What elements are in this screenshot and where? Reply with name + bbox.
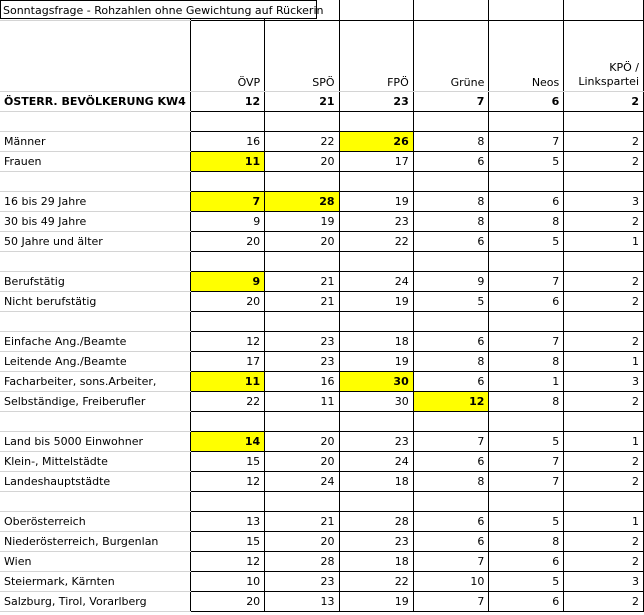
value-cell[interactable]: 28 <box>265 551 339 571</box>
table-row <box>0 231 644 251</box>
value-cell[interactable]: 20 <box>265 431 339 451</box>
value-cell[interactable]: 6 <box>489 191 564 211</box>
empty-cell[interactable] <box>564 311 644 331</box>
table-row <box>0 431 644 451</box>
total-value[interactable]: 12 <box>190 91 264 111</box>
value-cell[interactable]: 9 <box>413 271 489 291</box>
value-cell[interactable]: 11 <box>190 151 264 171</box>
table-row <box>0 391 644 411</box>
value-cell[interactable]: 21 <box>265 291 339 311</box>
table-row <box>0 371 644 391</box>
value-cell[interactable]: 24 <box>265 471 339 491</box>
value-cell[interactable]: 23 <box>339 431 413 451</box>
empty-cell[interactable] <box>265 411 339 431</box>
empty-cell[interactable] <box>413 491 489 511</box>
value-cell[interactable]: 11 <box>190 371 264 391</box>
empty-cell[interactable] <box>413 411 489 431</box>
row-label[interactable]: Selbständige, Freiberufler <box>0 391 190 411</box>
value-cell[interactable]: 6 <box>413 371 489 391</box>
value-cell[interactable]: 20 <box>190 591 264 611</box>
sheet-title[interactable]: Sonntagsfrage - Rohzahlen ohne Gewichtung auf Rückerin <box>0 0 317 19</box>
empty-cell[interactable] <box>0 411 190 431</box>
value-cell[interactable]: 5 <box>413 291 489 311</box>
row-label[interactable]: Landeshauptstädte <box>0 471 190 491</box>
value-cell[interactable]: 8 <box>413 471 489 491</box>
empty-cell[interactable] <box>265 171 339 191</box>
value-cell[interactable]: 2 <box>564 151 644 171</box>
row-label[interactable]: Salzburg, Tirol, Vorarlberg <box>0 591 190 611</box>
value-cell[interactable]: 30 <box>339 391 413 411</box>
row-label[interactable]: Klein-, Mittelstädte <box>0 451 190 471</box>
row-label[interactable]: Leitende Ang./Beamte <box>0 351 190 371</box>
value-cell[interactable]: 18 <box>339 331 413 351</box>
empty-cell[interactable] <box>489 111 564 131</box>
column-header-6[interactable]: KPÖ / Linkspartei <box>564 20 644 91</box>
empty-cell[interactable] <box>0 311 190 331</box>
row-label[interactable]: Steiermark, Kärnten <box>0 571 190 591</box>
value-cell[interactable]: 2 <box>564 211 644 231</box>
value-cell[interactable]: 1 <box>564 511 644 531</box>
empty-cell[interactable] <box>265 491 339 511</box>
total-value[interactable]: 21 <box>265 91 339 111</box>
empty-cell[interactable] <box>190 251 264 271</box>
value-cell[interactable]: 23 <box>265 331 339 351</box>
value-cell[interactable]: 15 <box>190 451 264 471</box>
empty-cell[interactable] <box>339 251 413 271</box>
value-cell[interactable]: 22 <box>339 571 413 591</box>
value-cell[interactable]: 1 <box>564 231 644 251</box>
empty-cell[interactable] <box>190 111 264 131</box>
table-row <box>0 211 644 231</box>
table-row <box>0 511 644 531</box>
value-cell[interactable]: 5 <box>489 231 564 251</box>
empty-cell[interactable] <box>564 111 644 131</box>
empty-cell[interactable] <box>413 171 489 191</box>
value-cell[interactable]: 10 <box>413 571 489 591</box>
value-cell[interactable]: 24 <box>339 451 413 471</box>
value-cell[interactable]: 18 <box>339 471 413 491</box>
table-row <box>0 551 644 571</box>
empty-cell[interactable] <box>0 171 190 191</box>
table-row <box>0 291 644 311</box>
value-cell[interactable]: 14 <box>190 431 264 451</box>
value-cell[interactable]: 3 <box>564 371 644 391</box>
total-value[interactable]: 6 <box>489 91 564 111</box>
table-row <box>0 571 644 591</box>
value-cell[interactable]: 2 <box>564 131 644 151</box>
value-cell[interactable]: 23 <box>265 351 339 371</box>
row-label[interactable]: Oberösterreich <box>0 511 190 531</box>
value-cell[interactable]: 12 <box>190 551 264 571</box>
value-cell[interactable]: 21 <box>265 511 339 531</box>
value-cell[interactable]: 20 <box>265 451 339 471</box>
empty-cell[interactable] <box>339 111 413 131</box>
empty-cell[interactable] <box>564 251 644 271</box>
empty-cell[interactable] <box>339 491 413 511</box>
value-cell[interactable]: 12 <box>190 471 264 491</box>
value-cell[interactable]: 10 <box>190 571 264 591</box>
empty-cell[interactable] <box>190 411 264 431</box>
empty-cell[interactable] <box>564 171 644 191</box>
row-label[interactable]: Niederösterreich, Burgenlan <box>0 531 190 551</box>
value-cell[interactable]: 20 <box>190 231 264 251</box>
empty-cell[interactable] <box>339 411 413 431</box>
value-cell[interactable]: 2 <box>564 591 644 611</box>
column-header-1[interactable]: ÖVP <box>190 20 264 91</box>
value-cell[interactable]: 1 <box>489 371 564 391</box>
row-label[interactable]: Nicht berufstätig <box>0 291 190 311</box>
value-cell[interactable]: 7 <box>489 451 564 471</box>
value-cell[interactable]: 20 <box>190 291 264 311</box>
empty-cell[interactable] <box>489 491 564 511</box>
value-cell[interactable]: 8 <box>489 531 564 551</box>
value-cell[interactable]: 6 <box>489 591 564 611</box>
row-label[interactable]: Wien <box>0 551 190 571</box>
value-cell[interactable]: 5 <box>489 511 564 531</box>
value-cell[interactable]: 19 <box>339 591 413 611</box>
row-label[interactable]: Land bis 5000 Einwohner <box>0 431 190 451</box>
empty-cell[interactable] <box>0 251 190 271</box>
value-cell[interactable]: 1 <box>564 431 644 451</box>
value-cell[interactable]: 23 <box>265 571 339 591</box>
table-row <box>0 471 644 491</box>
value-cell[interactable]: 12 <box>190 331 264 351</box>
value-cell[interactable]: 19 <box>265 211 339 231</box>
value-cell[interactable]: 22 <box>339 231 413 251</box>
total-value[interactable]: 2 <box>564 91 644 111</box>
table-row <box>0 531 644 551</box>
table-row <box>0 451 644 471</box>
value-cell[interactable]: 9 <box>190 211 264 231</box>
value-cell[interactable]: 6 <box>489 291 564 311</box>
empty-cell[interactable] <box>190 491 264 511</box>
value-cell[interactable]: 2 <box>564 391 644 411</box>
empty-cell[interactable] <box>564 411 644 431</box>
row-label[interactable]: Männer <box>0 131 190 151</box>
value-cell[interactable]: 6 <box>413 231 489 251</box>
value-cell[interactable]: 13 <box>265 591 339 611</box>
table-row <box>0 271 644 291</box>
value-cell[interactable]: 6 <box>413 511 489 531</box>
value-cell[interactable]: 8 <box>489 211 564 231</box>
empty-cell[interactable] <box>413 311 489 331</box>
total-value[interactable]: 7 <box>413 91 489 111</box>
table-row <box>0 131 644 151</box>
total-row-label[interactable]: ÖSTERR. BEVÖLKERUNG KW4 <box>0 91 190 111</box>
empty-cell[interactable] <box>265 111 339 131</box>
value-cell[interactable]: 16 <box>265 371 339 391</box>
value-cell[interactable]: 13 <box>190 511 264 531</box>
value-cell[interactable]: 6 <box>413 331 489 351</box>
empty-cell[interactable] <box>413 111 489 131</box>
value-cell[interactable]: 8 <box>413 191 489 211</box>
value-cell[interactable]: 5 <box>489 571 564 591</box>
empty-cell[interactable] <box>339 171 413 191</box>
row-label[interactable]: Facharbeiter, sons.Arbeiter, <box>0 371 190 391</box>
column-header-4[interactable]: Grüne <box>413 20 489 91</box>
empty-cell[interactable] <box>265 311 339 331</box>
value-cell[interactable]: 2 <box>564 471 644 491</box>
row-label[interactable]: Einfache Ang./Beamte <box>0 331 190 351</box>
value-cell[interactable]: 20 <box>265 151 339 171</box>
title-row-cell[interactable] <box>339 0 413 20</box>
value-cell[interactable]: 15 <box>190 531 264 551</box>
value-cell[interactable]: 23 <box>339 531 413 551</box>
value-cell[interactable]: 26 <box>339 131 413 151</box>
value-cell[interactable]: 7 <box>413 591 489 611</box>
empty-cell[interactable] <box>190 171 264 191</box>
value-cell[interactable]: 8 <box>489 391 564 411</box>
empty-cell[interactable] <box>489 311 564 331</box>
row-label[interactable]: Frauen <box>0 151 190 171</box>
value-cell[interactable]: 12 <box>413 391 489 411</box>
column-header-2[interactable]: SPÖ <box>265 20 339 91</box>
value-cell[interactable]: 7 <box>489 331 564 351</box>
value-cell[interactable]: 6 <box>413 451 489 471</box>
value-cell[interactable]: 30 <box>339 371 413 391</box>
empty-cell[interactable] <box>339 311 413 331</box>
row-label[interactable]: 50 Jahre und älter <box>0 231 190 251</box>
value-cell[interactable]: 2 <box>564 291 644 311</box>
empty-cell[interactable] <box>489 171 564 191</box>
table-row <box>0 331 644 351</box>
value-cell[interactable]: 2 <box>564 451 644 471</box>
value-cell[interactable]: 23 <box>339 211 413 231</box>
value-cell[interactable]: 6 <box>413 531 489 551</box>
value-cell[interactable]: 3 <box>564 571 644 591</box>
value-cell[interactable]: 5 <box>489 431 564 451</box>
title-row-cell[interactable] <box>413 0 489 20</box>
table-row <box>0 191 644 211</box>
empty-cell[interactable] <box>489 251 564 271</box>
empty-cell[interactable] <box>265 251 339 271</box>
value-cell[interactable]: 1 <box>564 351 644 371</box>
empty-cell[interactable] <box>413 251 489 271</box>
value-cell[interactable]: 19 <box>339 291 413 311</box>
value-cell[interactable]: 8 <box>413 351 489 371</box>
value-cell[interactable]: 19 <box>339 191 413 211</box>
header-corner-cell[interactable] <box>0 20 190 91</box>
row-label[interactable]: Berufstätig <box>0 271 190 291</box>
value-cell[interactable]: 8 <box>413 131 489 151</box>
value-cell[interactable]: 28 <box>339 511 413 531</box>
table-row <box>0 591 644 611</box>
value-cell[interactable]: 6 <box>413 151 489 171</box>
value-cell[interactable]: 6 <box>489 551 564 571</box>
value-cell[interactable]: 7 <box>489 471 564 491</box>
empty-cell[interactable] <box>489 411 564 431</box>
value-cell[interactable]: 17 <box>190 351 264 371</box>
empty-cell[interactable] <box>0 491 190 511</box>
table-row <box>0 351 644 371</box>
empty-cell[interactable] <box>190 311 264 331</box>
table-row <box>0 151 644 171</box>
title-row-cell[interactable] <box>489 0 564 20</box>
value-cell[interactable]: 22 <box>265 131 339 151</box>
value-cell[interactable]: 9 <box>190 271 264 291</box>
value-cell[interactable]: 24 <box>339 271 413 291</box>
value-cell[interactable]: 22 <box>190 391 264 411</box>
value-cell[interactable]: 7 <box>489 271 564 291</box>
value-cell[interactable]: 7 <box>413 551 489 571</box>
value-cell[interactable]: 7 <box>413 431 489 451</box>
value-cell[interactable]: 8 <box>489 351 564 371</box>
empty-cell[interactable] <box>0 111 190 131</box>
value-cell[interactable]: 16 <box>190 131 264 151</box>
value-cell[interactable]: 18 <box>339 551 413 571</box>
column-header-5[interactable]: Neos <box>489 20 564 91</box>
value-cell[interactable]: 8 <box>413 211 489 231</box>
value-cell[interactable]: 3 <box>564 191 644 211</box>
row-label[interactable]: 16 bis 29 Jahre <box>0 191 190 211</box>
value-cell[interactable]: 28 <box>265 191 339 211</box>
value-cell[interactable]: 2 <box>564 551 644 571</box>
column-header-3[interactable]: FPÖ <box>339 20 413 91</box>
value-cell[interactable]: 2 <box>564 271 644 291</box>
value-cell[interactable]: 20 <box>265 231 339 251</box>
value-cell[interactable]: 20 <box>265 531 339 551</box>
value-cell[interactable]: 19 <box>339 351 413 371</box>
total-value[interactable]: 23 <box>339 91 413 111</box>
value-cell[interactable]: 5 <box>489 151 564 171</box>
value-cell[interactable]: 7 <box>190 191 264 211</box>
value-cell[interactable]: 21 <box>265 271 339 291</box>
row-label[interactable]: 30 bis 49 Jahre <box>0 211 190 231</box>
empty-cell[interactable] <box>564 491 644 511</box>
value-cell[interactable]: 2 <box>564 331 644 351</box>
value-cell[interactable]: 2 <box>564 531 644 551</box>
value-cell[interactable]: 7 <box>489 131 564 151</box>
value-cell[interactable]: 17 <box>339 151 413 171</box>
value-cell[interactable]: 11 <box>265 391 339 411</box>
title-row-cell[interactable] <box>564 0 644 20</box>
